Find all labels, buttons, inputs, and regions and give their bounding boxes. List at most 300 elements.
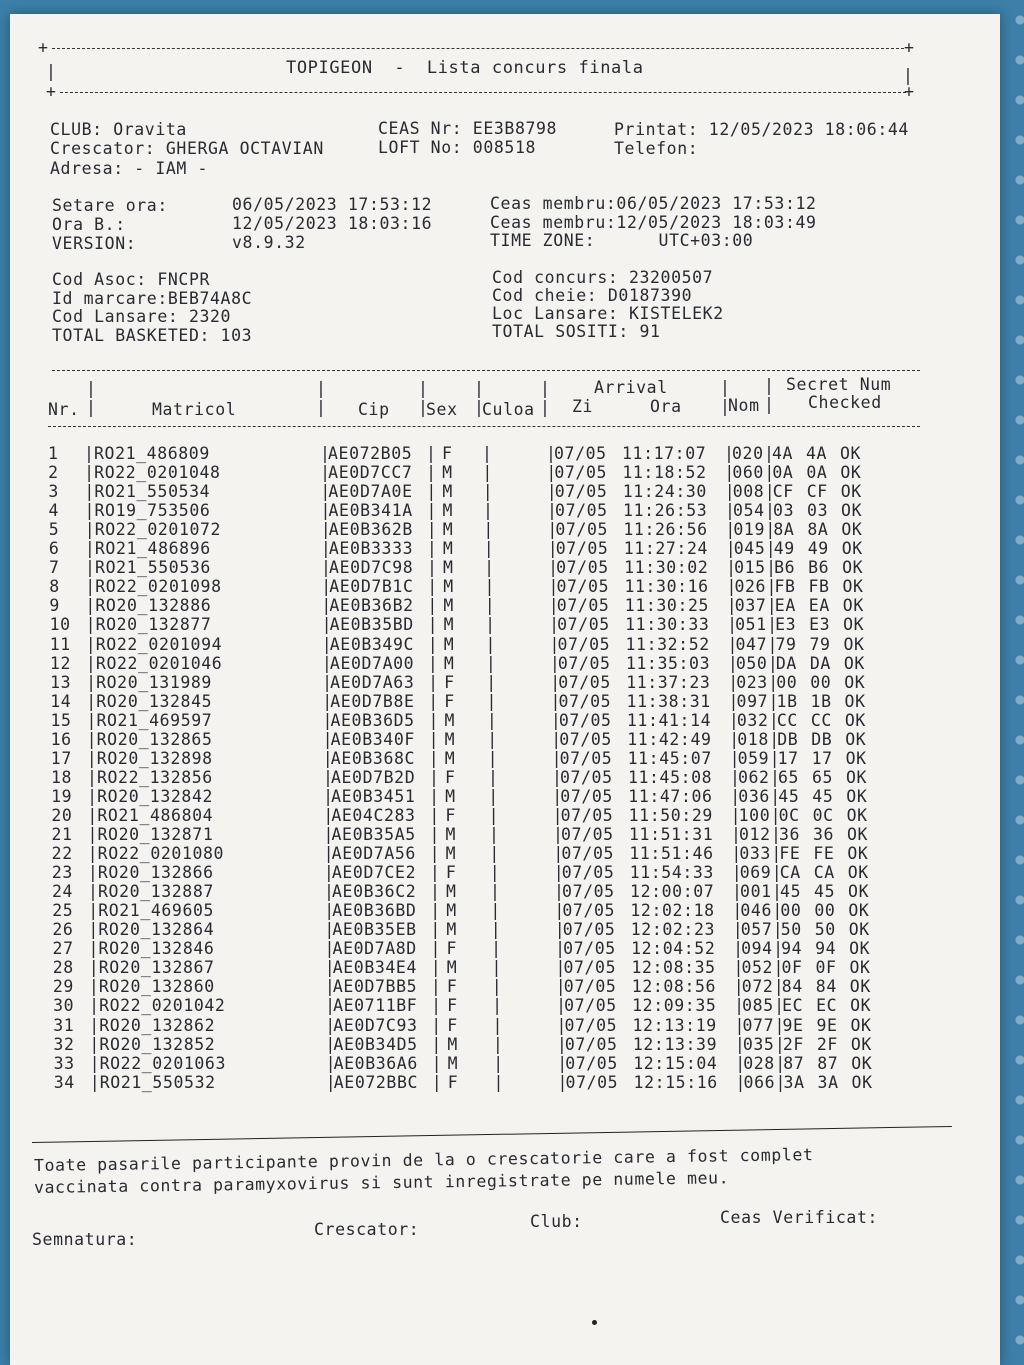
cell-cip: AE0D7C98 [329, 558, 414, 578]
ora-b-label: Ora B.: [52, 215, 126, 234]
cell-nr: 30 [53, 996, 75, 1016]
cell-ora: 12:13:39 [632, 1034, 718, 1054]
cell-cip: AE04C283 [331, 805, 416, 825]
cell-cip: AE0B35EB [332, 920, 417, 940]
column-separator: | [320, 501, 332, 521]
col-sep: | | [316, 379, 327, 417]
cell-ok: OK [845, 748, 867, 768]
title-box-top-right: + [904, 38, 915, 57]
column-separator: | [321, 615, 333, 635]
column-separator: | [765, 520, 776, 540]
cell-cip: AE0B35A5 [331, 825, 416, 844]
cell-s1: 1B [776, 691, 798, 711]
col-sep: | | [720, 378, 731, 416]
cell-sex: M [444, 710, 455, 730]
column-separator: | [86, 729, 98, 749]
cell-s2: B6 [808, 558, 830, 578]
cell-sex: F [444, 691, 455, 711]
column-separator: | [485, 634, 497, 654]
cell-ora: 11:54:33 [629, 863, 714, 883]
column-separator: | [557, 1053, 568, 1073]
declaration-line-1: Toate pasarile participante provin de la o crescatorie care a fost complet [33, 1145, 814, 1175]
column-separator: | [321, 558, 332, 578]
cell-zi: 07/05 [559, 767, 613, 787]
column-separator: | [547, 520, 558, 540]
column-separator: | [548, 596, 560, 616]
cell-nr: 11 [49, 634, 71, 654]
cell-zi: 07/05 [560, 805, 614, 825]
cell-ok: OK [841, 520, 863, 540]
column-separator: | [489, 844, 500, 864]
col-sep: | | [418, 379, 429, 417]
cell-matricol: RO22_0201046 [95, 653, 223, 673]
cell-matricol: RO20_132845 [96, 691, 213, 711]
cell-zi: 07/05 [557, 634, 611, 654]
cell-ok: OK [844, 691, 866, 711]
cell-zi: 07/05 [563, 958, 617, 978]
cell-ora: 11:30:33 [625, 615, 710, 635]
column-separator: | [322, 729, 334, 749]
column-separator: | [428, 672, 439, 692]
column-separator: | [769, 748, 781, 768]
cell-zi: 07/05 [565, 1053, 618, 1073]
column-separator: | [485, 615, 496, 635]
cell-sex: M [444, 748, 456, 768]
cell-nr: 31 [53, 1015, 75, 1035]
cell-sex: M [446, 901, 457, 921]
column-separator: | [323, 825, 335, 844]
semnatura-label: Semnatura: [32, 1230, 138, 1249]
printat-line: Printat: 12/05/2023 18:06:44 [614, 120, 909, 139]
cell-nr: 8 [49, 577, 60, 597]
column-separator: | [735, 1053, 746, 1073]
column-separator: | [322, 710, 333, 730]
column-separator: | [728, 691, 740, 711]
column-separator: | [554, 901, 565, 921]
column-separator: | [89, 996, 100, 1016]
cell-sex: M [442, 501, 454, 521]
column-separator: | [772, 882, 783, 902]
cell-cip: AE0B349C [329, 634, 415, 654]
cell-s1: 0F [781, 958, 803, 978]
column-separator: | [729, 767, 741, 787]
cell-ok: OK [849, 958, 871, 978]
cell-zi: 07/05 [559, 729, 612, 749]
column-separator: | [320, 463, 331, 483]
cell-matricol: RO21_550532 [99, 1072, 216, 1092]
cell-matricol: RO21_486809 [94, 444, 210, 463]
column-separator: | [87, 825, 99, 844]
cell-s1: CF [772, 482, 794, 502]
cell-s1: EC [782, 996, 804, 1016]
cell-sex: M [443, 634, 455, 654]
column-separator: | [86, 672, 97, 692]
cell-matricol: RO20_132865 [96, 729, 213, 749]
column-separator: | [550, 672, 561, 692]
cell-nom: 059 [737, 748, 770, 768]
column-separator: | [732, 882, 743, 902]
title-box-bottom-line [60, 92, 906, 93]
cell-ora: 11:17:07 [622, 444, 707, 463]
column-separator: | [87, 844, 99, 864]
cell-nr: 26 [52, 920, 74, 940]
cell-nom: 072 [741, 977, 774, 997]
column-separator: | [88, 901, 99, 921]
column-separator: | [85, 577, 96, 597]
column-separator: | [770, 786, 781, 806]
column-separator: | [764, 444, 775, 463]
cell-ok: OK [848, 901, 870, 921]
column-separator: | [766, 558, 777, 578]
cell-nr: 32 [53, 1034, 75, 1054]
column-separator: | [725, 539, 737, 559]
cell-nr: 20 [51, 805, 73, 825]
cell-matricol: RO22_0201080 [97, 844, 225, 864]
cell-ora: 11:27:24 [623, 539, 709, 559]
report-title: TOPIGEON - Lista concurs finala [286, 58, 644, 78]
cell-nom: 037 [734, 596, 767, 616]
col-header-sex: Sex [426, 400, 458, 419]
column-separator: | [427, 596, 438, 616]
column-separator: | [774, 1015, 786, 1035]
cell-nom: 046 [740, 901, 772, 921]
column-separator: | [771, 863, 783, 883]
cell-nr: 18 [50, 767, 73, 787]
cell-zi: 07/05 [561, 825, 614, 844]
column-separator: | [427, 634, 439, 654]
cell-zi: 07/05 [555, 501, 608, 521]
cell-s2: 0F [815, 958, 837, 978]
col-sep: | | [86, 379, 97, 417]
cell-s2: DA [809, 653, 831, 673]
column-separator: | [324, 882, 335, 902]
cell-nr: 23 [51, 863, 73, 883]
column-separator: | [769, 729, 780, 749]
cell-ok: OK [850, 1034, 872, 1054]
cell-nr: 10 [49, 615, 71, 635]
col-header-ora: Ora [650, 397, 682, 416]
setare-ora-value: 06/05/2023 17:53:12 [232, 195, 433, 214]
cell-nom: 047 [735, 634, 768, 654]
cell-nom: 054 [733, 501, 765, 521]
cell-ok: OK [851, 1053, 873, 1073]
cell-s2: CC [810, 710, 832, 730]
cell-matricol: RO20_132864 [98, 920, 215, 940]
column-separator: | [725, 501, 736, 521]
column-separator: | [89, 1015, 100, 1035]
column-separator: | [485, 653, 497, 673]
column-separator: | [427, 577, 438, 597]
ora-b-value: 12/05/2023 18:03:16 [232, 214, 433, 233]
cell-cip: AE0B36C2 [332, 882, 417, 902]
column-separator: | [430, 901, 441, 921]
column-separator: | [88, 920, 99, 940]
cell-cip: AE0D7B1C [329, 577, 414, 597]
cell-ora: 11:41:14 [626, 710, 712, 730]
cell-zi: 07/05 [564, 1034, 618, 1054]
cell-sex: F [447, 1072, 459, 1092]
column-separator: | [731, 825, 742, 844]
column-separator: | [727, 634, 739, 654]
ceas-nr-line: CEAS Nr: EE3B8798 [378, 119, 558, 138]
cell-nr: 14 [50, 691, 72, 711]
column-separator: | [731, 844, 742, 864]
column-separator: | [324, 977, 336, 997]
column-separator: | [431, 1034, 442, 1054]
column-separator: | [320, 482, 331, 502]
column-separator: | [322, 767, 334, 787]
cell-sex: M [442, 520, 454, 540]
cell-ora: 11:26:53 [623, 501, 708, 521]
column-separator: | [320, 539, 332, 559]
cell-nom: 100 [738, 805, 771, 825]
column-separator: | [88, 977, 100, 997]
cell-zi: 07/05 [562, 901, 616, 921]
cell-nr: 25 [52, 901, 74, 921]
column-separator: | [323, 863, 335, 883]
cell-s2: EA [808, 596, 830, 616]
cell-ok: OK [849, 977, 871, 997]
cell-ok: OK [841, 501, 863, 521]
cell-sex: M [444, 729, 456, 749]
column-separator: | [488, 786, 499, 806]
cell-nr: 15 [50, 710, 72, 730]
cell-s2: 0C [812, 805, 834, 825]
cell-s1: FB [774, 577, 796, 597]
cell-ok: OK [851, 1072, 873, 1092]
cell-s1: 8A [773, 520, 795, 540]
column-separator: | [85, 558, 96, 578]
column-separator: | [732, 901, 743, 921]
cell-zi: 07/05 [554, 463, 608, 483]
column-separator: | [322, 691, 333, 711]
crescator-signature-label: Crescator: [314, 1220, 420, 1239]
column-separator: | [766, 596, 778, 616]
column-separator: | [773, 958, 784, 978]
column-separator: | [724, 463, 735, 483]
cell-ok: OK [842, 577, 864, 597]
cell-s1: CA [779, 863, 801, 883]
cell-cip: AE0B368C [330, 748, 416, 768]
cell-matricol: RO20_132842 [97, 786, 214, 806]
cell-cip: AE0D7CC7 [328, 463, 413, 483]
cell-ok: OK [848, 920, 870, 940]
column-separator: | [426, 463, 437, 483]
cell-sex: M [442, 539, 454, 559]
column-separator: | [733, 939, 744, 959]
column-separator: | [429, 844, 441, 864]
cell-ok: OK [848, 882, 870, 902]
column-separator: | [88, 939, 100, 959]
cell-sex: M [446, 958, 458, 978]
column-separator: | [490, 882, 501, 902]
column-separator: | [730, 805, 742, 825]
col-header-nr: Nr. [48, 400, 80, 419]
column-separator: | [775, 1072, 787, 1092]
column-separator: | [488, 805, 500, 825]
cell-ok: OK [850, 996, 872, 1016]
column-separator: | [426, 444, 437, 463]
column-separator: | [492, 1015, 504, 1035]
column-separator: | [724, 482, 736, 502]
cell-s2: 00 [814, 901, 836, 921]
column-separator: | [771, 844, 782, 864]
cell-s2: 49 [807, 539, 829, 559]
cell-s2: 0A [806, 463, 828, 483]
column-separator: | [428, 748, 440, 768]
cell-sex: M [446, 882, 457, 902]
crescator-line: Crescator: GHERGA OCTAVIAN [50, 139, 324, 158]
column-separator: | [88, 882, 99, 902]
column-separator: | [735, 1072, 747, 1092]
cell-matricol: RO22_132856 [96, 767, 213, 787]
cell-nom: 077 [742, 1015, 775, 1035]
cell-cip: AE0B341A [328, 501, 413, 521]
column-separator: | [767, 634, 779, 654]
column-separator: | [89, 1072, 101, 1092]
cell-zi: 07/05 [559, 748, 613, 768]
cell-s1: DA [775, 653, 797, 673]
column-separator: | [766, 577, 777, 597]
cod-concurs-line: Cod concurs: 23200507 [492, 268, 714, 287]
cell-nr: 17 [50, 748, 72, 768]
cell-zi: 07/05 [562, 882, 615, 902]
printed-report [10, 14, 1000, 1365]
column-separator: | [487, 748, 499, 768]
cell-nom: 036 [738, 786, 770, 806]
cell-s2: CA [813, 863, 835, 883]
column-separator: | [768, 710, 780, 730]
column-separator: | [86, 691, 97, 711]
time-zone-line: TIME ZONE: UTC+03:00 [490, 231, 754, 250]
column-separator: | [321, 653, 333, 673]
cell-matricol: RO20_132886 [95, 596, 212, 616]
column-separator: | [431, 996, 442, 1016]
column-separator: | [555, 939, 566, 959]
cell-s2: 2F [816, 1034, 838, 1054]
column-separator: | [551, 767, 563, 787]
cell-nr: 7 [49, 558, 60, 578]
cell-ora: 11:30:25 [624, 596, 710, 616]
cell-ora: 11:50:29 [628, 805, 713, 825]
cell-matricol: RO21_486804 [97, 805, 214, 825]
cell-matricol: RO20_132860 [98, 977, 215, 997]
cell-s1: 87 [783, 1053, 805, 1073]
cell-s1: 17 [777, 748, 799, 768]
cell-ora: 11:51:31 [629, 825, 714, 844]
cell-ok: OK [847, 863, 869, 883]
column-separator: | [482, 482, 494, 502]
cell-s2: 45 [814, 882, 836, 902]
cell-ora: 11:38:31 [626, 691, 711, 711]
cell-matricol: RO22_0201063 [99, 1053, 226, 1073]
column-separator: | [89, 1053, 101, 1073]
column-separator: | [556, 1015, 568, 1035]
column-separator: | [324, 920, 335, 940]
column-separator: | [84, 520, 96, 540]
column-separator: | [765, 539, 777, 559]
column-separator: | [482, 444, 493, 463]
column-separator: | [484, 596, 496, 616]
column-separator: | [546, 482, 558, 502]
cell-cip: AE0D7A8D [332, 939, 417, 959]
column-separator: | [85, 653, 97, 673]
cell-cip: AE0D7C93 [333, 1015, 418, 1035]
column-separator: | [557, 1072, 569, 1092]
cell-matricol: RO21_550534 [94, 482, 211, 502]
cell-nom: 012 [739, 825, 771, 844]
cell-nr: 33 [53, 1053, 75, 1073]
cell-cip: AE0B34D5 [333, 1034, 418, 1054]
cell-zi: 07/05 [563, 977, 617, 997]
cell-matricol: RO20_132887 [98, 882, 214, 902]
cell-s2: 4A [806, 444, 828, 463]
column-separator: | [430, 920, 441, 940]
column-separator: | [552, 805, 564, 825]
cell-ora: 11:24:30 [622, 482, 707, 502]
column-separator: | [324, 939, 336, 959]
column-separator: | [323, 844, 335, 864]
col-header-checked: Checked [808, 393, 882, 412]
cell-s2: 50 [814, 920, 836, 940]
cell-nr: 12 [49, 653, 71, 673]
cell-nom: 018 [737, 729, 769, 749]
cell-matricol: RO20_132871 [97, 825, 214, 844]
cell-ok: OK [843, 634, 865, 654]
cell-s1: 00 [776, 672, 798, 692]
cell-sex: M [445, 825, 457, 844]
cell-sex: F [447, 996, 458, 1016]
cell-sex: M [443, 577, 454, 597]
cell-nom: 066 [743, 1072, 776, 1092]
column-separator: | [426, 539, 438, 559]
column-separator: | [548, 558, 559, 578]
cell-ok: OK [847, 825, 869, 844]
column-separator: | [430, 882, 441, 902]
column-separator: | [768, 672, 779, 692]
cell-ora: 12:15:16 [633, 1072, 718, 1092]
cell-sex: F [444, 767, 456, 787]
cell-sex: M [443, 596, 454, 616]
column-separator: | [430, 977, 442, 997]
cell-sex: F [446, 977, 458, 997]
cell-nom: 052 [741, 958, 774, 978]
cell-cip: AE0B36BD [332, 901, 417, 921]
cell-s1: 0C [778, 805, 800, 825]
cell-s2: EC [816, 996, 838, 1016]
cell-s2: 87 [817, 1053, 839, 1073]
cell-nr: 16 [50, 729, 72, 749]
cell-sex: F [445, 863, 457, 883]
cell-nr: 6 [48, 539, 60, 559]
cell-sex: F [444, 672, 455, 692]
cell-cip: AE0B340F [330, 729, 415, 749]
cell-s1: 84 [781, 977, 803, 997]
column-separator: | [765, 501, 776, 521]
column-separator: | [427, 615, 439, 635]
column-separator: | [426, 482, 437, 502]
ceas-membru-1: Ceas membru:06/05/2023 17:53:12 [490, 194, 817, 213]
cell-ora: 12:00:07 [630, 882, 715, 902]
cell-ora: 12:02:18 [630, 901, 715, 921]
column-separator: | [87, 805, 98, 825]
cell-zi: 07/05 [556, 596, 610, 616]
cell-s1: 49 [773, 539, 795, 559]
column-separator: | [325, 1053, 337, 1073]
col-header-nom: Nom [728, 396, 760, 415]
cell-s2: 45 [812, 786, 834, 806]
column-separator: | [489, 863, 501, 883]
